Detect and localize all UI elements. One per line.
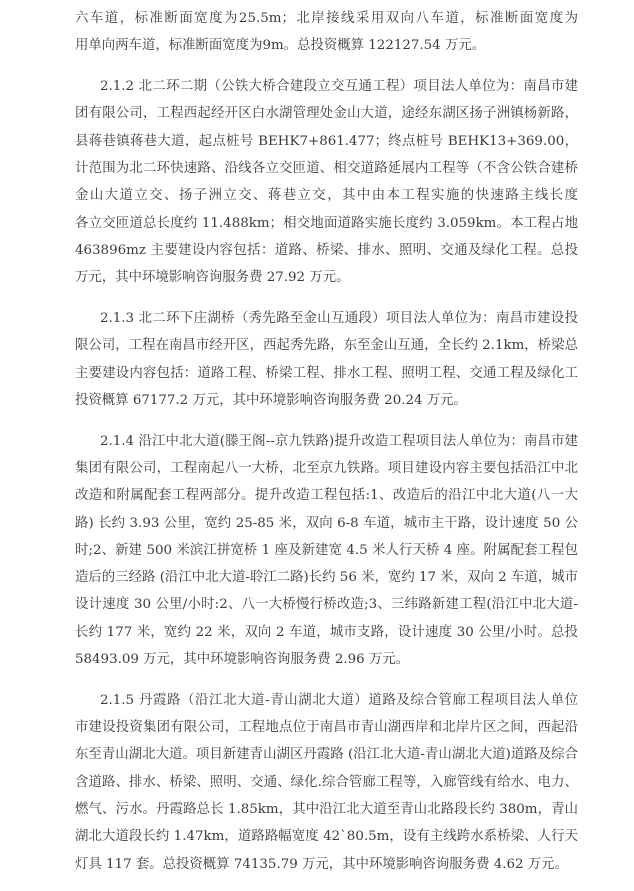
text-line: 2.1.5 丹霞路（沿江北大道-青山湖北大道）道路及综合管廊工程项目法人单位	[100, 692, 578, 708]
paragraph	[75, 5, 578, 60]
text-line: 设计速度 30 公里/小时:2、八一大桥慢行桥改造;3、三纬路新建工程(沿江中北大道-	[75, 597, 578, 613]
text-line: 造后的三经路 (沿江中北大道-聆江二路)长约 56 米，宽约 17 米，双向 2 车道，城市	[75, 570, 578, 586]
text-line: 计范围为北二环快速路、沿线各立交匝道、相交道路延展内工程等（不含公铁合建桥	[75, 160, 578, 176]
text-line: 用单向两车道，标准断面宽度为9m。总投资概算 122127.54 万元。	[75, 38, 486, 54]
text-line: 463896mz 主要建设内容包括：道路、桥梁、排水、照明、交通及绿化工程。总投	[75, 242, 578, 258]
text-line: 燃气、污水。丹霞路总长 1.85km，其中沿江北大道至青山北路段长约 380m，青山	[75, 802, 578, 818]
text-line: 东至青山湖北大道。项目新建青山湖区丹霞路 (沿江北大道-青山湖北大道)道路及综合	[75, 747, 578, 763]
text-line: 含道路、排水、桥梁、照明、交通、绿化.综合管廊工程等，入廊管线有给水、电力、	[75, 774, 578, 790]
text-line: 改造和附属配套工程两部分。提升改造工程包括:1、改造后的沿江中北大道(八一大	[75, 488, 578, 504]
text-line: 各立交匝道总长度约 11.488km；相交地面道路实施长度约 3.059km。本工程占地	[75, 215, 578, 231]
paragraph	[75, 305, 578, 414]
text-line: 时;2、新建 500 米滨江拼宽桥 1 座及新建宽 4.5 米人行天桥 4 座。附属配套工程包	[75, 542, 578, 558]
text-line: 2.1.2 北二环二期（公铁大桥合建段立交互通工程）项目法人单位为：南昌市建	[100, 79, 578, 95]
text-line: 2.1.4 沿江中北大道(滕王阁--京九铁路)提升改造工程项目法人单位为：南昌市建	[100, 433, 578, 449]
text-line: 路) 长约 3.93 公里，宽约 25-85 米，双向 6-8 车道，城市主干路，设计速度 50 公	[75, 515, 578, 531]
text-line: 灯具 117 套。总投资概算 74135.79 万元，其中环境影响咨询服务费 4.62 万元。	[75, 856, 568, 872]
text-line: 金山大道立交、扬子洲立交、蒋巷立交，其中由本工程实施的快速路主线长度	[75, 188, 578, 204]
text-line: 县蒋巷镇蒋巷大道，起点桩号 BEHK7+861.477；终点桩号 BEHK13+369.00，	[75, 133, 578, 149]
paragraph	[75, 428, 578, 674]
text-line: 六车道，标准断面宽度为25.5m；北岸接线采用双向八车道，标准断面宽度为	[75, 11, 578, 26]
text-line: 长约 177 米，宽约 22 米，双向 2 车道，城市支路，设计速度 30 公里/小时。总投	[75, 624, 578, 640]
text-line: 主要建设内容包括：道路工程、桥梁工程、排水工程、照明工程、交通工程及绿化工	[75, 365, 578, 381]
text-line: 湖北大道段长约 1.47km，道路路幅宽度 42`80.5m，设有主线跨水系桥梁、人行天	[75, 829, 578, 845]
text-line: 团有限公司，工程西起经开区白水湖管理处金山大道，途经东湖区扬子洲镇杨新路，	[75, 106, 578, 122]
document-body	[75, 5, 578, 891]
text-line: 2.1.3 北二环下庄湖桥（秀先路至金山互通段）项目法人单位为：南昌市建设投	[100, 310, 578, 326]
paragraph	[75, 687, 578, 878]
paragraph	[75, 73, 578, 291]
text-line: 集团有限公司，工程南起八一大桥，北至京九铁路。项目建设内容主要包括沿江中北	[75, 460, 578, 476]
text-line: 58493.09 万元，其中环境影响咨询服务费 2.96 万元。	[75, 652, 410, 668]
text-line: 限公司，工程在南昌市经开区，西起秀先路，东至金山互通，全长约 2.1km，桥梁总	[75, 338, 578, 354]
text-line: 市建设投资集团有限公司，工程地点位于南昌市青山湖西岸和北岸片区之间，西起沿	[75, 720, 578, 736]
text-line: 投资概算 67177.2 万元，其中环境影响咨询服务费 20.24 万元。	[75, 392, 467, 408]
text-line: 万元，其中环境影响咨询服务费 27.92 万元。	[75, 270, 350, 286]
